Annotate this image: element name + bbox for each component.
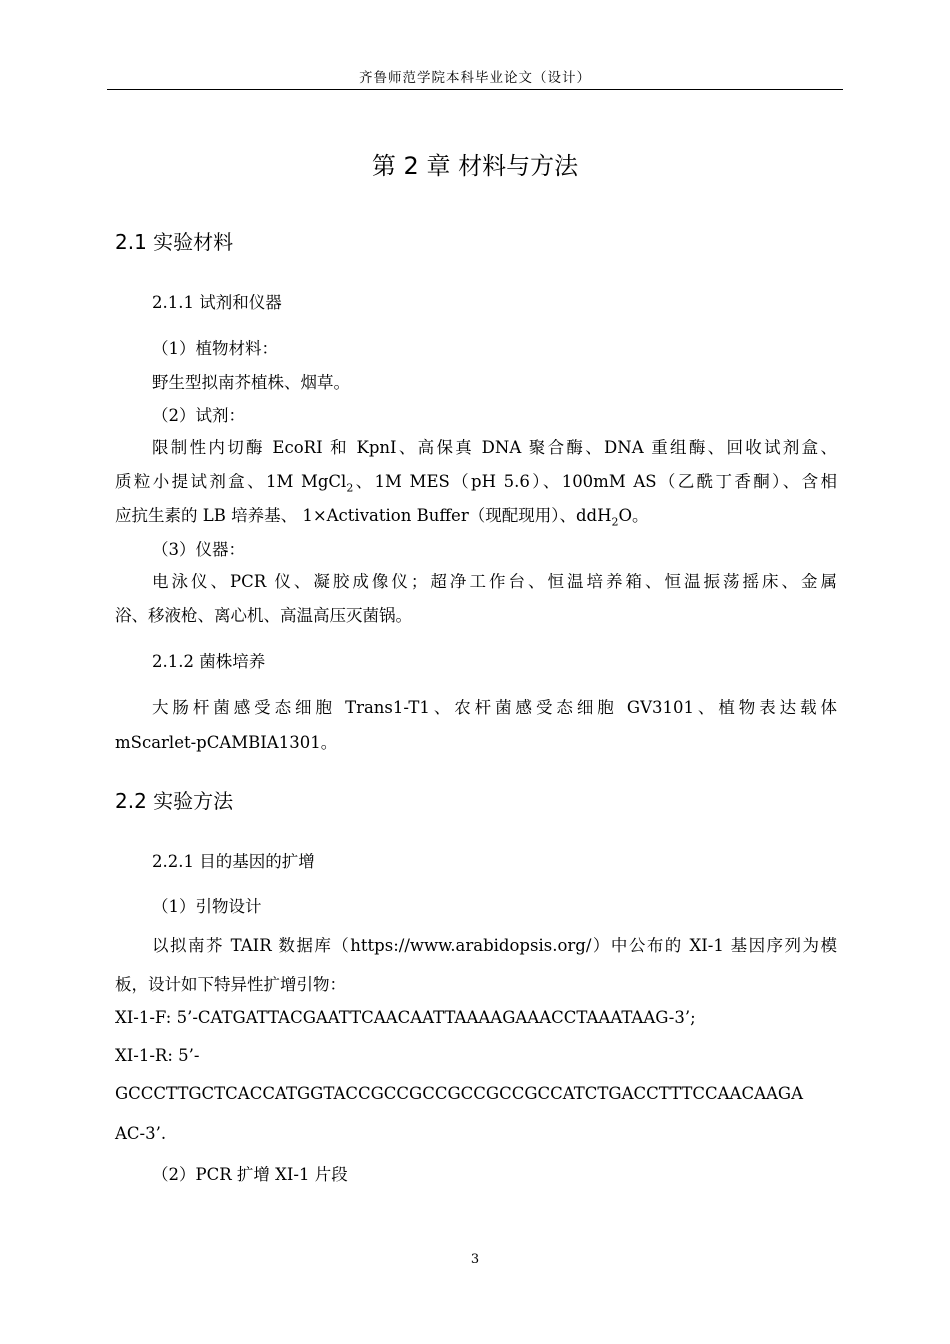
paragraph-instruments-line-1: 电泳仪、PCR 仪、凝胶成像仪；超净工作台、恒温培养箱、恒温振荡摇床、金属: [152, 572, 837, 591]
page-number: 3: [470, 1252, 480, 1267]
list-item-pcr: （2）PCR 扩增 XI-1 片段: [152, 1165, 348, 1184]
subsection-heading-2-1-1: 2.1.1 试剂和仪器: [152, 293, 282, 312]
paragraph-primer-line-2: 板，设计如下特异性扩增引物：: [115, 975, 346, 994]
paragraph-plant: 野生型拟南芥植株、烟草。: [152, 373, 350, 392]
primer-reverse-label: XI-1-R: 5’-: [115, 1046, 200, 1065]
chapter-title: 第 2 章 材料与方法: [371, 152, 579, 180]
primer-forward: XI-1-F: 5’-CATGATTACGAATTCAACAATTAAAAGAAACCTAAATAAG-3’;: [115, 1008, 696, 1027]
subsection-heading-2-2-1: 2.2.1 目的基因的扩增: [152, 852, 315, 871]
paragraph-reagents-line-3: 应抗生素的 LB 培养基、 1×Activation Buffer（现配现用）、ddH$_2$O。: [115, 506, 649, 529]
primer-reverse-end: AC-3’.: [115, 1124, 167, 1143]
section-heading-2-2: 2.2 实验方法: [115, 789, 234, 813]
list-item-instruments: （3）仪器：: [152, 540, 245, 559]
list-item-plant-material: （1）植物材料：: [152, 339, 278, 358]
paragraph-instruments-line-2: 浴、移液枪、离心机、高温高压灭菌锅。: [115, 606, 412, 625]
paragraph-reagents-line-1: 限制性内切酶 EcoRI 和 KpnI、高保真 DNA 聚合酶、DNA 重组酶、回收试剂盒、: [152, 438, 837, 457]
paragraph-primer-line-1: 以拟南芥 TAIR 数据库（https://www.arabidopsis.org/）中公布的 XI-1 基因序列为模: [152, 936, 837, 955]
list-item-primer-design: （1）引物设计: [152, 897, 262, 916]
section-heading-2-1: 2.1 实验材料: [115, 230, 234, 254]
list-item-reagents: （2）试剂：: [152, 406, 245, 425]
paragraph-strains-line-2: mScarlet-pCAMBIA1301。: [115, 733, 338, 752]
page-header: 齐鲁师范学院本科毕业论文（设计）: [107, 66, 843, 90]
paragraph-reagents-line-2: 质粒小提试剂盒、1M MgCl$_2$、1M MES（pH 5.6）、100mM AS（乙酰丁香酮）、含相: [115, 472, 837, 495]
paragraph-strains-line-1: 大肠杆菌感受态细胞 Trans1-T1、农杆菌感受态细胞 GV3101、植物表达载体: [152, 698, 837, 717]
primer-reverse-sequence: GCCCTTGCTCACCATGGTACCGCCGCCGCCGCCGCCATCTGACCTTTCCAACAAGA: [115, 1084, 804, 1103]
subsection-heading-2-1-2: 2.1.2 菌株培养: [152, 652, 266, 671]
